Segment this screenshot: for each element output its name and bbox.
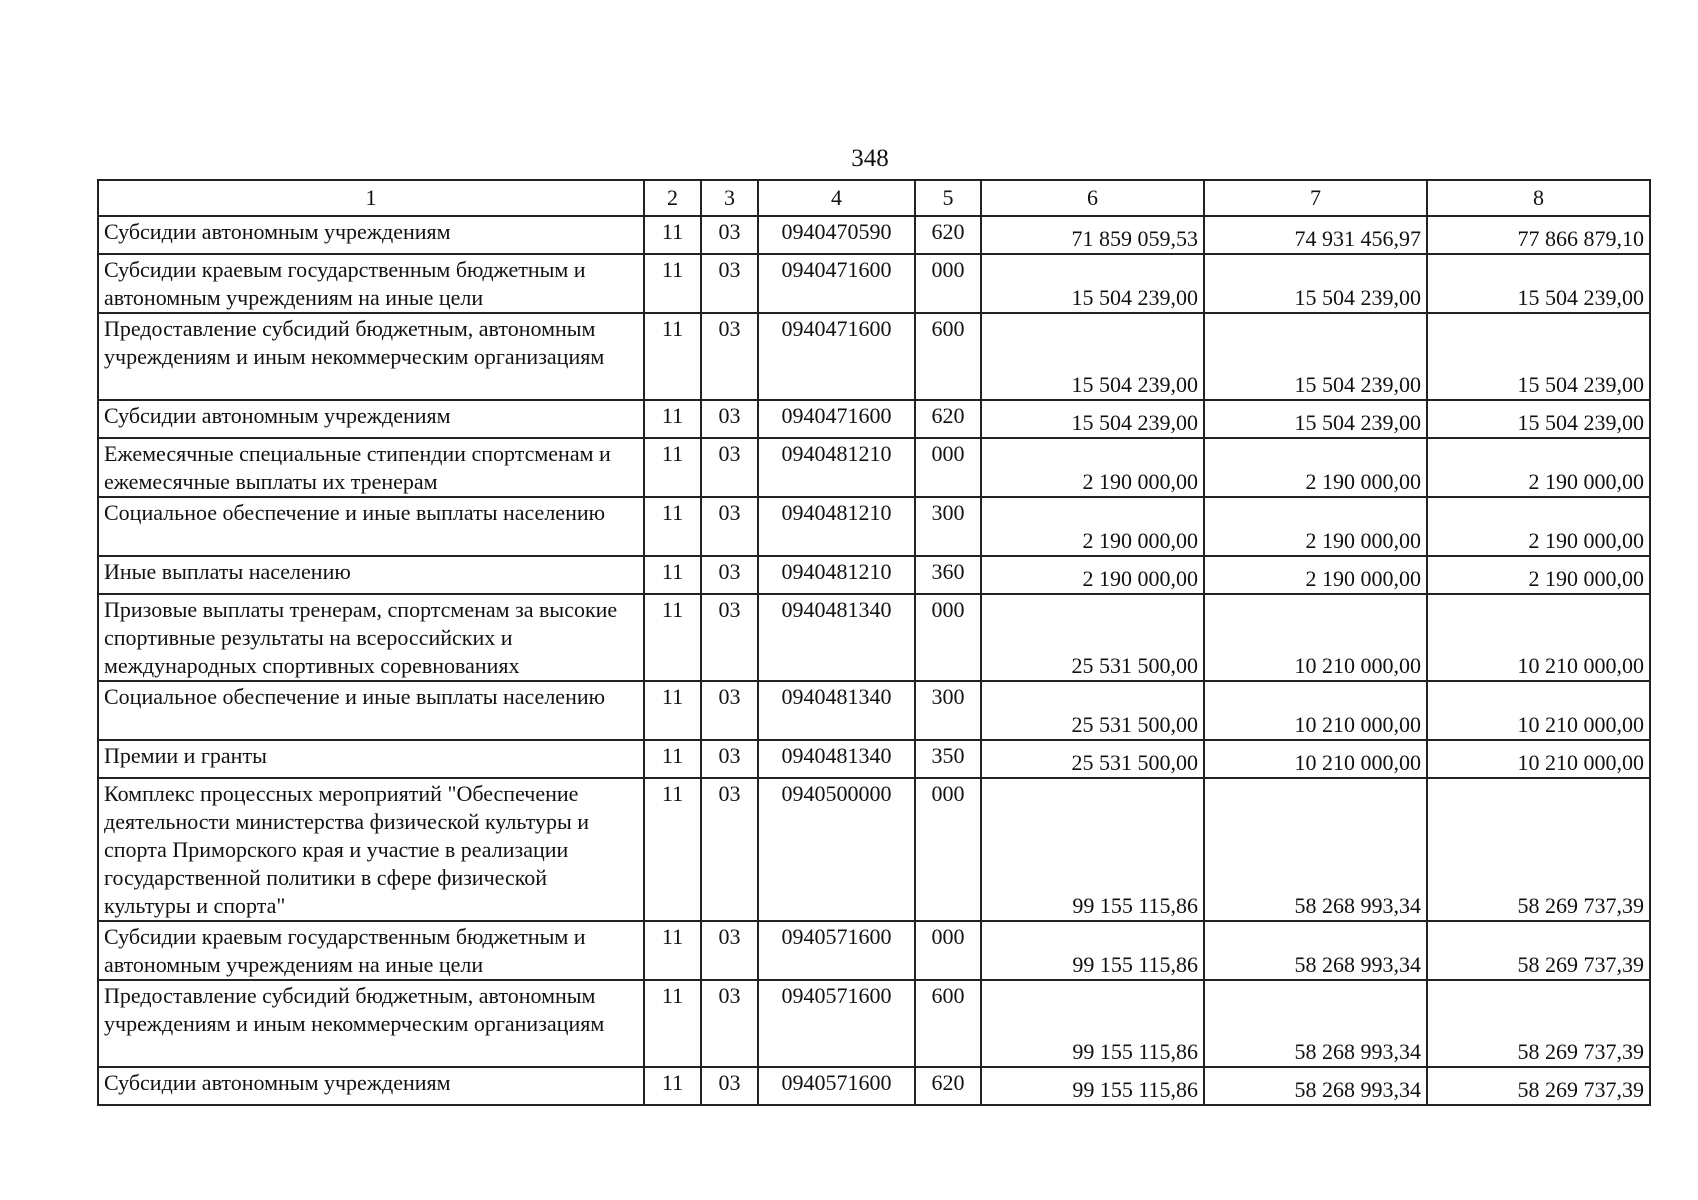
subsection-cell: 03: [701, 921, 758, 980]
row-name-cell: Социальное обеспечение и иные выплаты населению: [98, 681, 644, 740]
expense-type-cell: 000: [915, 594, 981, 681]
expense-type-cell: 620: [915, 400, 981, 438]
expense-type-cell: 300: [915, 681, 981, 740]
expense-type-cell: 620: [915, 216, 981, 254]
subsection-cell: 03: [701, 681, 758, 740]
amount-cell: 15 504 239,00: [1204, 313, 1427, 400]
expense-type-cell: 300: [915, 497, 981, 556]
subsection-cell: 03: [701, 497, 758, 556]
section-cell: 11: [644, 400, 701, 438]
amount-cell: 99 155 115,86: [981, 1067, 1204, 1105]
expense-type-cell: 000: [915, 778, 981, 921]
section-cell: 11: [644, 497, 701, 556]
header-cell: 5: [915, 180, 981, 216]
header-cell: 3: [701, 180, 758, 216]
section-cell: 11: [644, 216, 701, 254]
amount-cell: 74 931 456,97: [1204, 216, 1427, 254]
target-article-cell: 0940571600: [758, 980, 915, 1067]
table-row: [98, 556, 1650, 594]
table-row: [98, 400, 1650, 438]
amount-cell: 2 190 000,00: [1204, 556, 1427, 594]
subsection-cell: 03: [701, 778, 758, 921]
amount-cell: 10 210 000,00: [1427, 740, 1650, 778]
target-article-cell: 0940471600: [758, 400, 915, 438]
subsection-cell: 03: [701, 980, 758, 1067]
subsection-cell: 03: [701, 400, 758, 438]
amount-cell: 58 269 737,39: [1427, 980, 1650, 1067]
header-cell: 6: [981, 180, 1204, 216]
amount-cell: 58 269 737,39: [1427, 1067, 1650, 1105]
section-cell: 11: [644, 254, 701, 313]
amount-cell: 15 504 239,00: [981, 313, 1204, 400]
row-name-cell: Социальное обеспечение и иные выплаты населению: [98, 497, 644, 556]
header-cell: 1: [98, 180, 644, 216]
subsection-cell: 03: [701, 216, 758, 254]
amount-cell: 10 210 000,00: [1204, 681, 1427, 740]
row-name-cell: Субсидии автономным учреждениям: [98, 400, 644, 438]
table-row: [98, 216, 1650, 254]
row-name-cell: Иные выплаты населению: [98, 556, 644, 594]
target-article-cell: 0940481340: [758, 594, 915, 681]
row-name-cell: Субсидии автономным учреждениям: [98, 216, 644, 254]
target-article-cell: 0940481210: [758, 438, 915, 497]
subsection-cell: 03: [701, 313, 758, 400]
expense-type-cell: 000: [915, 254, 981, 313]
amount-cell: 2 190 000,00: [1427, 497, 1650, 556]
amount-cell: 15 504 239,00: [981, 254, 1204, 313]
section-cell: 11: [644, 778, 701, 921]
amount-cell: 2 190 000,00: [1204, 497, 1427, 556]
amount-cell: 99 155 115,86: [981, 778, 1204, 921]
section-cell: 11: [644, 681, 701, 740]
amount-cell: 2 190 000,00: [981, 556, 1204, 594]
table-row: [98, 497, 1650, 556]
amount-cell: 2 190 000,00: [1427, 438, 1650, 497]
target-article-cell: 0940500000: [758, 778, 915, 921]
row-name-cell: Ежемесячные специальные стипендии спортсменам и ежемесячные выплаты их тренерам: [98, 438, 644, 497]
amount-cell: 25 531 500,00: [981, 740, 1204, 778]
target-article-cell: 0940481340: [758, 681, 915, 740]
section-cell: 11: [644, 1067, 701, 1105]
amount-cell: 58 269 737,39: [1427, 921, 1650, 980]
amount-cell: 15 504 239,00: [1204, 400, 1427, 438]
amount-cell: 2 190 000,00: [1427, 556, 1650, 594]
target-article-cell: 0940481210: [758, 497, 915, 556]
subsection-cell: 03: [701, 594, 758, 681]
amount-cell: 2 190 000,00: [981, 438, 1204, 497]
expense-type-cell: 620: [915, 1067, 981, 1105]
subsection-cell: 03: [701, 1067, 758, 1105]
expense-type-cell: 600: [915, 313, 981, 400]
amount-cell: 2 190 000,00: [1204, 438, 1427, 497]
row-name-cell: Комплекс процессных мероприятий "Обеспечение деятельности министерства физической культуры и спорта Приморского края и участие в реализации государственной политики в сфере физической культуры и спорта": [98, 778, 644, 921]
amount-cell: 15 504 239,00: [1427, 254, 1650, 313]
expense-type-cell: 600: [915, 980, 981, 1067]
table-row: [98, 921, 1650, 980]
table-row: [98, 740, 1650, 778]
amount-cell: 58 268 993,34: [1204, 980, 1427, 1067]
amount-cell: 10 210 000,00: [1204, 740, 1427, 778]
row-name-cell: Субсидии автономным учреждениям: [98, 1067, 644, 1105]
table-row: [98, 438, 1650, 497]
amount-cell: 58 269 737,39: [1427, 778, 1650, 921]
section-cell: 11: [644, 921, 701, 980]
amount-cell: 15 504 239,00: [981, 400, 1204, 438]
amount-cell: 58 268 993,34: [1204, 778, 1427, 921]
table-row: [98, 254, 1650, 313]
table-row: [98, 778, 1650, 921]
target-article-cell: 0940571600: [758, 1067, 915, 1105]
expense-type-cell: 000: [915, 438, 981, 497]
amount-cell: 2 190 000,00: [981, 497, 1204, 556]
page-number: 348: [851, 145, 889, 172]
target-article-cell: 0940471600: [758, 254, 915, 313]
row-name-cell: Субсидии краевым государственным бюджетным и автономным учреждениям на иные цели: [98, 254, 644, 313]
row-name-cell: Премии и гранты: [98, 740, 644, 778]
table-row: [98, 594, 1650, 681]
header-cell: 7: [1204, 180, 1427, 216]
amount-cell: 71 859 059,53: [981, 216, 1204, 254]
section-cell: 11: [644, 556, 701, 594]
target-article-cell: 0940481340: [758, 740, 915, 778]
subsection-cell: 03: [701, 556, 758, 594]
amount-cell: 99 155 115,86: [981, 980, 1204, 1067]
amount-cell: 25 531 500,00: [981, 594, 1204, 681]
amount-cell: 58 268 993,34: [1204, 1067, 1427, 1105]
amount-cell: 15 504 239,00: [1427, 400, 1650, 438]
section-cell: 11: [644, 438, 701, 497]
target-article-cell: 0940471600: [758, 313, 915, 400]
table-row: [98, 681, 1650, 740]
subsection-cell: 03: [701, 438, 758, 497]
target-article-cell: 0940481210: [758, 556, 915, 594]
row-name-cell: Предоставление субсидий бюджетным, автономным учреждениям и иным некоммерческим организациям: [98, 980, 644, 1067]
header-cell: 8: [1427, 180, 1650, 216]
expense-type-cell: 360: [915, 556, 981, 594]
target-article-cell: 0940470590: [758, 216, 915, 254]
subsection-cell: 03: [701, 254, 758, 313]
row-name-cell: Призовые выплаты тренерам, спортсменам за высокие спортивные результаты на всероссийских и международных спортивных соревнованиях: [98, 594, 644, 681]
section-cell: 11: [644, 980, 701, 1067]
budget-table: [97, 179, 1651, 1106]
amount-cell: 77 866 879,10: [1427, 216, 1650, 254]
table-row: [98, 313, 1650, 400]
expense-type-cell: 000: [915, 921, 981, 980]
section-cell: 11: [644, 594, 701, 681]
section-cell: 11: [644, 740, 701, 778]
amount-cell: 99 155 115,86: [981, 921, 1204, 980]
amount-cell: 10 210 000,00: [1204, 594, 1427, 681]
table-row: [98, 1067, 1650, 1105]
header-row: [98, 180, 1650, 216]
header-cell: 2: [644, 180, 701, 216]
amount-cell: 10 210 000,00: [1427, 594, 1650, 681]
subsection-cell: 03: [701, 740, 758, 778]
amount-cell: 25 531 500,00: [981, 681, 1204, 740]
row-name-cell: Предоставление субсидий бюджетным, автономным учреждениям и иным некоммерческим организациям: [98, 313, 644, 400]
amount-cell: 15 504 239,00: [1427, 313, 1650, 400]
amount-cell: 10 210 000,00: [1427, 681, 1650, 740]
section-cell: 11: [644, 313, 701, 400]
row-name-cell: Субсидии краевым государственным бюджетным и автономным учреждениям на иные цели: [98, 921, 644, 980]
amount-cell: 58 268 993,34: [1204, 921, 1427, 980]
table-row: [98, 980, 1650, 1067]
header-cell: 4: [758, 180, 915, 216]
amount-cell: 15 504 239,00: [1204, 254, 1427, 313]
target-article-cell: 0940571600: [758, 921, 915, 980]
expense-type-cell: 350: [915, 740, 981, 778]
